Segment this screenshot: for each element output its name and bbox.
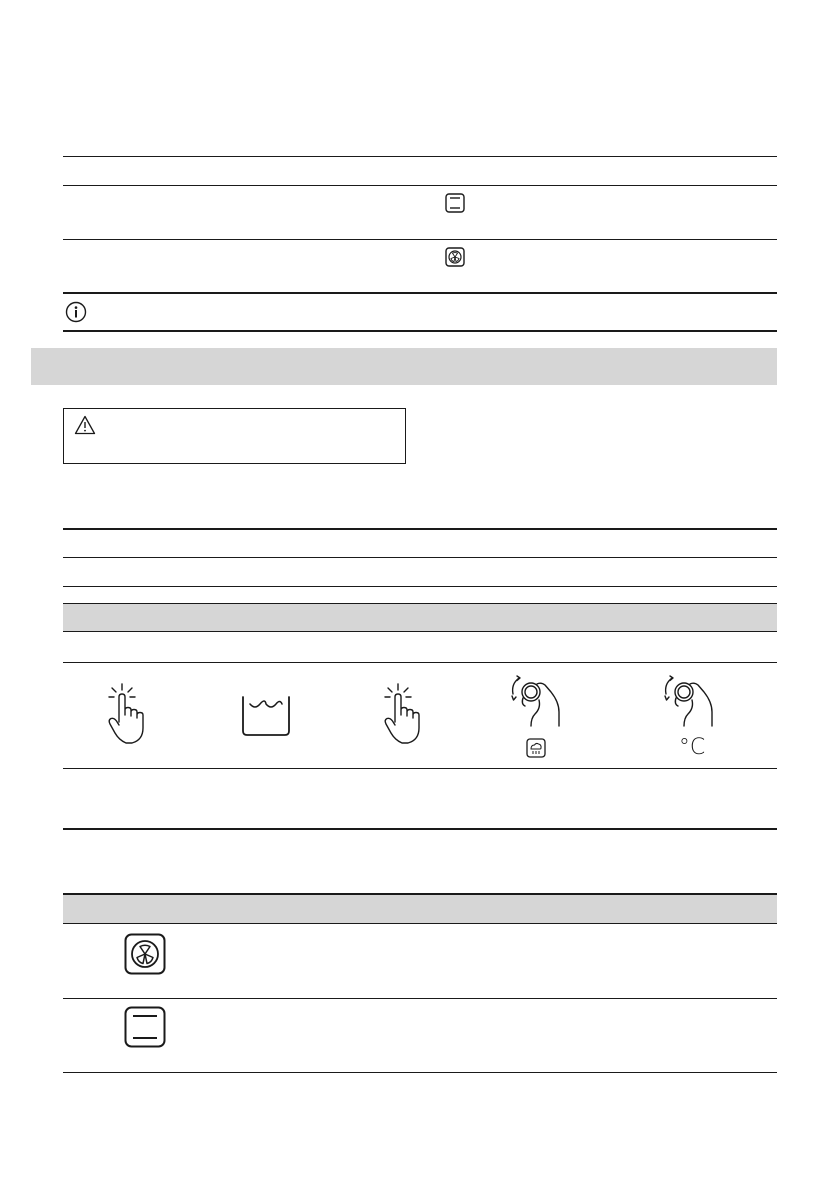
steps-table-rule: [63, 828, 777, 830]
steps-table-rule: [63, 528, 777, 530]
steam-mode-icon: [526, 738, 546, 758]
section-band: [31, 348, 777, 385]
oven-top-bottom-heat-icon: [445, 193, 465, 213]
temperature-unit-label: °C: [678, 735, 706, 760]
warning-box: [63, 408, 406, 464]
steps-table-rule: [63, 557, 777, 558]
top-table-rule: [63, 239, 777, 240]
knob-turn-icon: [507, 670, 563, 732]
oven-top-bottom-heat-icon: [124, 1006, 166, 1048]
top-table-rule: [63, 185, 777, 186]
steps-table-rule: [63, 768, 777, 769]
water-tank-icon: [240, 695, 292, 737]
top-table-rule: [63, 292, 777, 294]
touch-press-icon: [102, 682, 150, 746]
steps-header-band: [63, 603, 777, 632]
top-table-rule: [63, 156, 777, 157]
touch-press-icon: [378, 682, 426, 746]
warning-triangle-icon: [74, 415, 96, 435]
function-table-rule: [63, 998, 777, 999]
function-table-rule: [63, 1072, 777, 1073]
fan-heat-icon: [445, 247, 465, 267]
steps-table-rule: [63, 586, 777, 587]
steps-table-rule: [63, 662, 777, 663]
function-header-band: [63, 893, 777, 924]
info-icon: [65, 301, 87, 323]
top-table-rule: [63, 330, 777, 332]
knob-turn-icon: [660, 670, 716, 732]
fan-heat-icon: [124, 933, 166, 975]
